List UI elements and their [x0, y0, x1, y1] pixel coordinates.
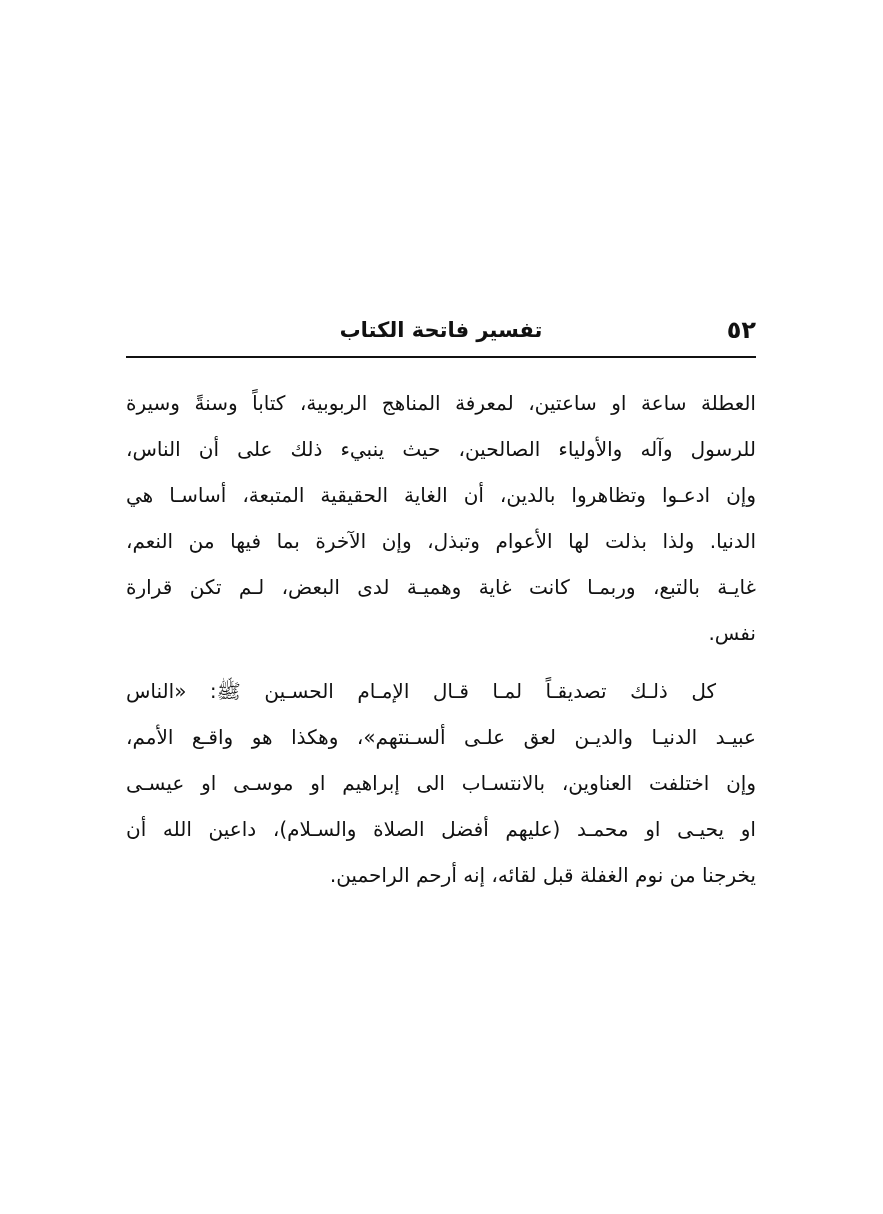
paragraph-1 [126, 380, 756, 656]
text-line: او يحيـى او محمـد (عليهم أفضل الصلاة والسـلام)، داعين الله أن [126, 817, 756, 841]
text-line: العطلة ساعة او ساعتين، لمعرفة المناهج الربوبية، كتاباً وسنةً وسيرة [126, 391, 756, 415]
paragraph-spacer [126, 656, 756, 668]
text-line: عبيـد الدنيـا والديـن لعق علـى ألسـنتهم»، وهكذا هو واقـع الأمم، [126, 725, 756, 749]
text-line: يخرجنا من نوم الغفلة قبل لقائه، إنه أرحم الراحمين. [329, 863, 756, 887]
body-text [126, 380, 756, 898]
text-line: الدنيا. ولذا بذلت لها الأعوام وتبذل، وإن الآخرة بما فيها من النعم، [126, 529, 756, 553]
header-divider [126, 356, 756, 358]
running-header [126, 312, 756, 352]
text-line: وإن ادعـوا وتظاهروا بالدين، أن الغاية الحقيقية المتبعة، أساسـا هي [126, 483, 756, 507]
paragraph-2 [126, 668, 756, 898]
text-line: غايـة بالتبع، وربمـا كانت غاية وهميـة لدى البعض، لـم تكن قرارة [126, 575, 756, 599]
page-number: ٥٢ [726, 316, 756, 344]
text-line: نفس. [708, 621, 756, 645]
text-line: للرسول وآله والأولياء الصالحين، حيث ينبيء ذلك على أن الناس، [126, 437, 756, 461]
text-line: كل ذلـك تصديقـاً لمـا قـال الإمـام الحسـين ﷺ: «الناس [126, 679, 716, 703]
text-line: وإن اختلفت العناوين، بالانتسـاب الى إبراهيم او موسـى او عيسـى [126, 771, 756, 795]
book-title: تفسير فاتحة الكتاب [339, 318, 543, 342]
